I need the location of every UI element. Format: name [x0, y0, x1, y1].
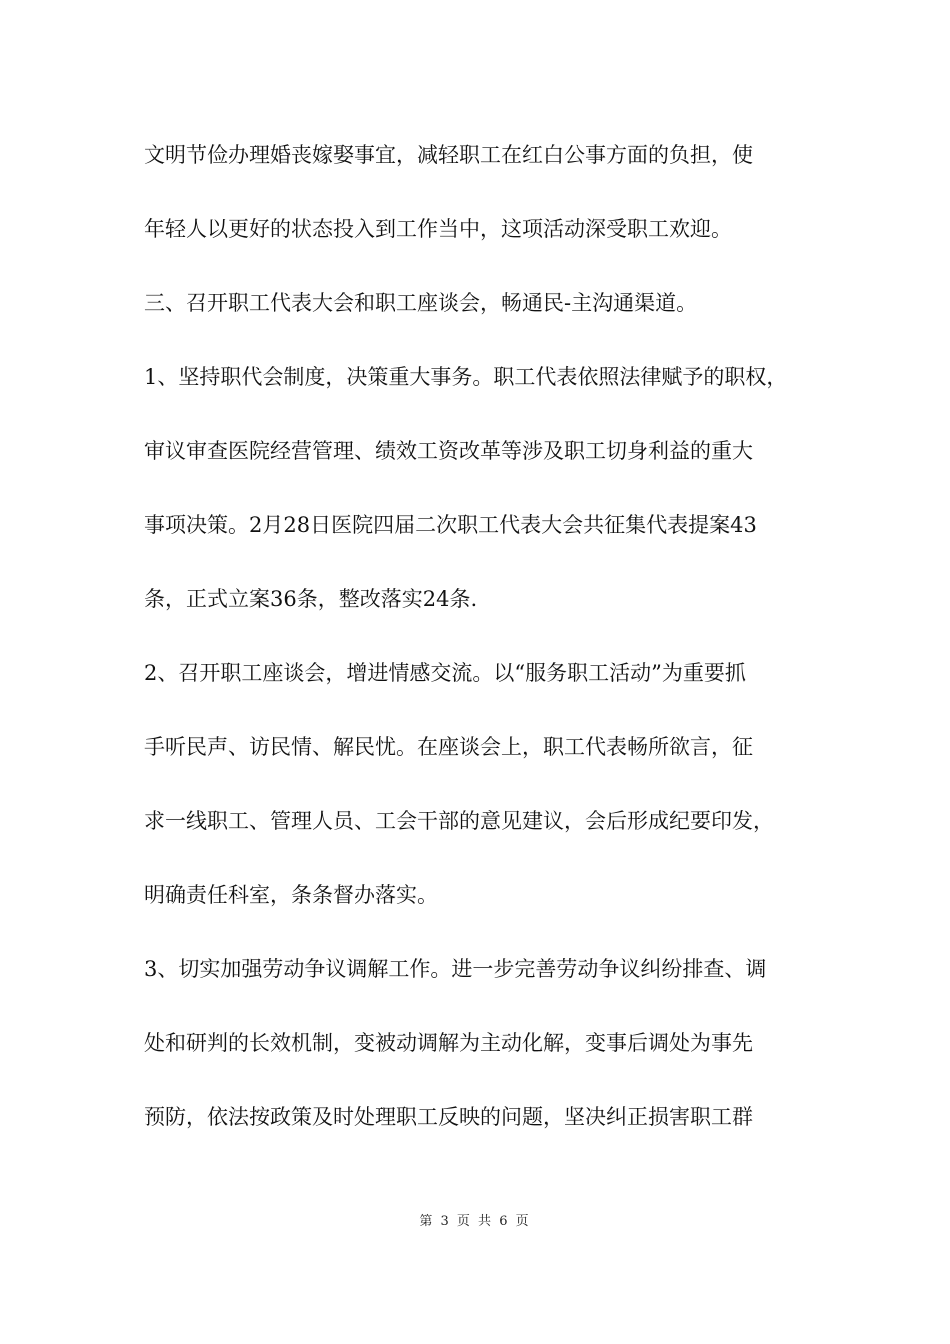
body-text-line: 求一线职工、管理人员、工会干部的意见建议，会后形成纪要印发， — [144, 809, 774, 833]
body-text-line: 预防，依法按政策及时处理职工反映的问题，坚决纠正损害职工群 — [144, 1105, 753, 1129]
body-text-line: 事项决策。2月28日医院四届二次职工代表大会共征集代表提案43 — [144, 513, 757, 537]
body-text-line: 处和研判的长效机制，变被动调解为主动化解，变事后调处为事先 — [144, 1031, 753, 1055]
section-heading: 三、召开职工代表大会和职工座谈会，畅通民-主沟通渠道。 — [144, 291, 698, 315]
body-text-line: 审议审查医院经营管理、绩效工资改革等涉及职工切身利益的重大 — [144, 439, 753, 463]
body-text-line: 3、切实加强劳动争议调解工作。进一步完善劳动争议纠纷排查、调 — [144, 957, 767, 981]
body-text-line: 年轻人以更好的状态投入到工作当中，这项活动深受职工欢迎。 — [144, 217, 732, 241]
body-text-line: 2、召开职工座谈会，增进情感交流。以“服务职工活动”为重要抓 — [144, 661, 746, 685]
page-number-footer: 第 3 页 共 6 页 — [419, 1214, 531, 1229]
body-text-line: 条，正式立案36条，整改落实24条. — [144, 587, 478, 611]
body-text-line: 1、坚持职代会制度，决策重大事务。职工代表依照法律赋予的职权， — [144, 365, 788, 389]
body-text-line: 文明节俭办理婚丧嫁娶事宜，减轻职工在红白公事方面的负担，使 — [144, 143, 753, 167]
body-text-line: 手听民声、访民情、解民忧。在座谈会上，职工代表畅所欲言，征 — [144, 735, 753, 759]
body-text-line: 明确责任科室，条条督办落实。 — [144, 883, 438, 907]
